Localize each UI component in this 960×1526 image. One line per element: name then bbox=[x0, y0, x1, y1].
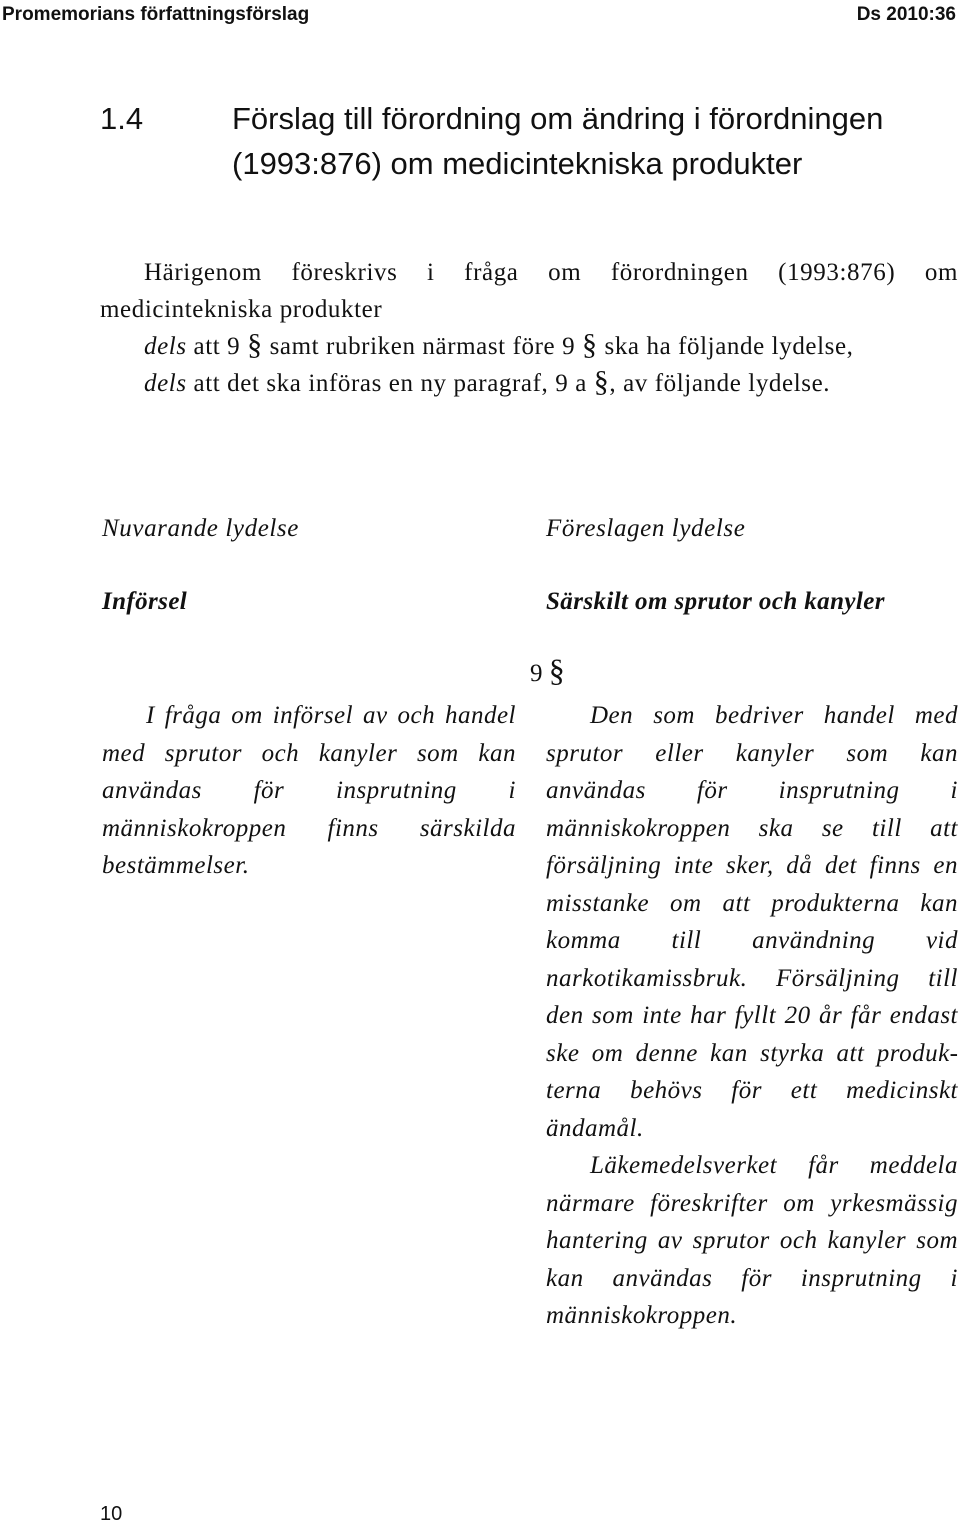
dels-2-part-a: att det ska införas en ny paragraf, 9 a bbox=[186, 370, 594, 397]
current-text bbox=[102, 697, 516, 885]
dels-1-part-b: samt rubriken närmast före 9 bbox=[262, 333, 583, 360]
proposed-subheading: Särskilt om sprutor och kanyler bbox=[546, 588, 885, 615]
section-sign: § bbox=[593, 365, 610, 398]
running-header-right: Ds 2010:36 bbox=[856, 4, 956, 25]
dels-1-part-a: att 9 bbox=[186, 333, 248, 360]
intro-line: Härigenom föreskrivs i fråga om förordningen (1993:876) om medicintekniska produkter bbox=[100, 259, 958, 323]
paragraph-digit: 9 bbox=[530, 660, 543, 687]
dels-label: dels bbox=[144, 333, 187, 360]
dels-label: dels bbox=[144, 370, 187, 397]
intro-text bbox=[100, 254, 958, 402]
proposed-paragraph-2: Läkemedelsverket får meddela närmare föreskrifter om yrkesmässig hantering av sprutor och kanyler som kan användas för insprutning i människokroppen. bbox=[546, 1152, 958, 1329]
proposed-text bbox=[546, 697, 958, 1335]
running-header-left: Promemorians författningsförslag bbox=[2, 4, 310, 25]
current-column-heading: Nuvarande lydelse bbox=[102, 515, 299, 542]
dels-1-part-c: ska ha följande lydelse, bbox=[597, 333, 854, 360]
intro-dels-1 bbox=[100, 328, 958, 365]
proposed-column-heading: Föreslagen lydelse bbox=[546, 515, 746, 542]
proposed-paragraph-1: Den som bedriver handel med sprutor eller kanyler som kan användas för insprutning i människokroppen ska se till att försäljning inte sker, då det finns en misstanke om att produkterna kan komma till användning vid narkotikamissbruk. Försäljning till den som inte har fyllt 20 år får endast ske om denne kan styrka att produkterna behövs för ett medicinskt ändamål. bbox=[546, 702, 958, 1142]
section-sign: § bbox=[548, 652, 565, 688]
section-sign: § bbox=[247, 328, 263, 361]
section-title: Förslag till förordning om ändring i förordningen (1993:876) om medicintekniska produkter bbox=[232, 101, 884, 181]
dels-2-part-b: , av följande lydelse. bbox=[609, 370, 831, 397]
paragraph-number bbox=[530, 652, 565, 688]
section-number: 1.4 bbox=[100, 101, 144, 136]
section-sign: § bbox=[582, 328, 598, 361]
current-paragraph: I fråga om införsel av och handel med sprutor och kanyler som kan användas för insprutning i människokroppen finns särskilda bestämmelser. bbox=[102, 702, 516, 879]
intro-dels-2 bbox=[100, 365, 958, 402]
page-number: 10 bbox=[100, 1503, 123, 1525]
current-subheading: Införsel bbox=[102, 588, 188, 615]
